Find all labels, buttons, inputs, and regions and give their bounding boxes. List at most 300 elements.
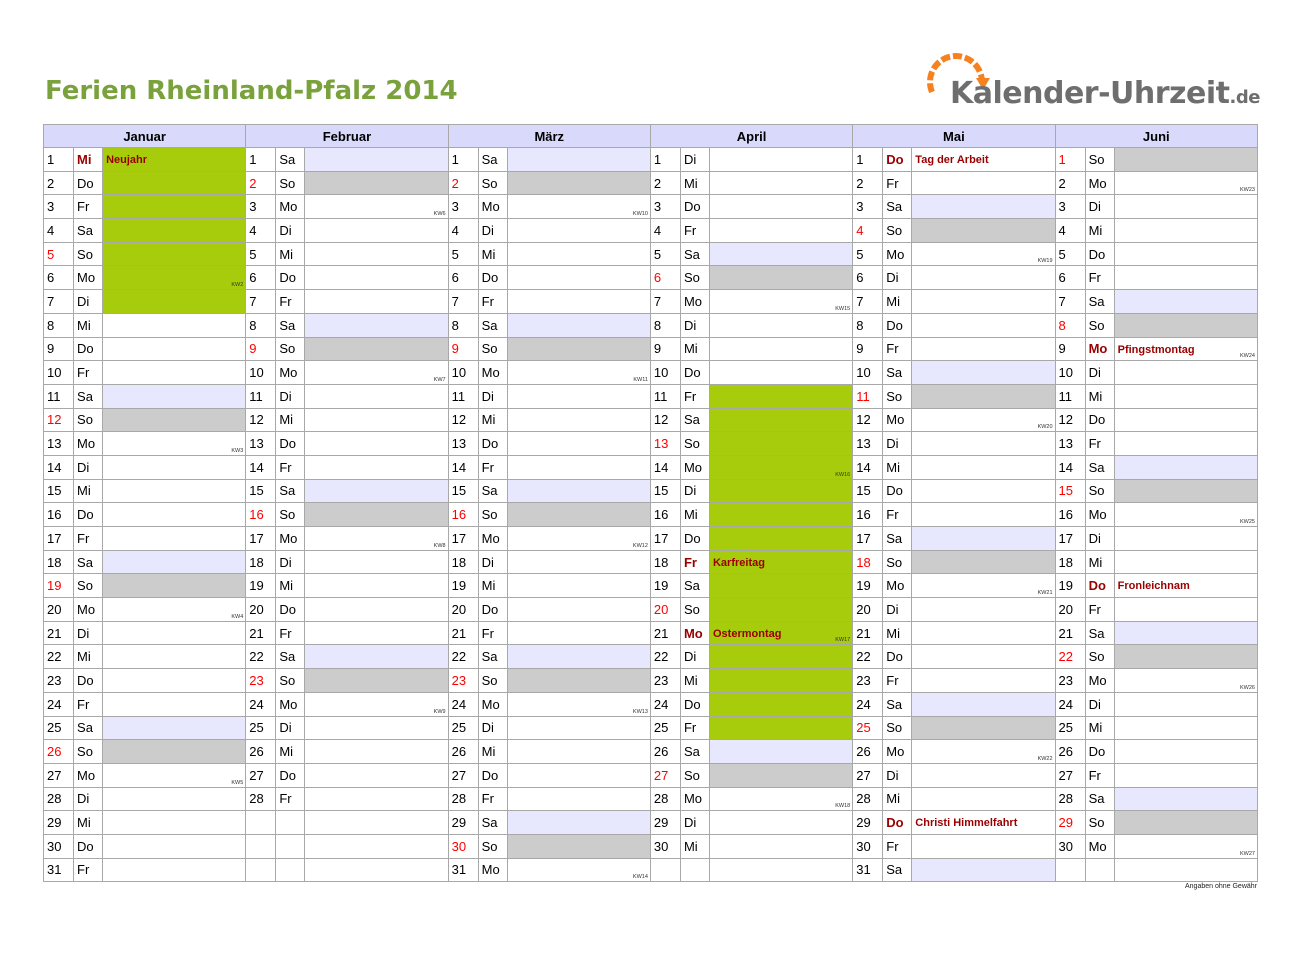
weekday: Fr (1085, 598, 1114, 622)
week-number-label: KW25 (1240, 519, 1255, 525)
day-number: 10 (853, 361, 883, 385)
holiday-label: Ostermontag (712, 627, 782, 640)
day-number: 27 (853, 763, 883, 787)
weekday: Di (680, 313, 709, 337)
weekday: Do (74, 669, 103, 693)
day-number: 22 (246, 645, 276, 669)
day-info (507, 148, 650, 172)
weekday: Sa (276, 479, 305, 503)
weekday: Mo (74, 598, 103, 622)
weekday: Fr (883, 834, 912, 858)
day-number: 6 (44, 266, 74, 290)
day-info (1114, 550, 1257, 574)
day-number: 27 (650, 763, 680, 787)
day-info (912, 574, 1055, 598)
weekday: Mo (276, 195, 305, 219)
weekday: Di (883, 432, 912, 456)
day-info (1114, 195, 1257, 219)
day-number: 22 (448, 645, 478, 669)
week-number-label: KW16 (835, 471, 851, 478)
day-info (103, 811, 246, 835)
day-info (912, 384, 1055, 408)
weekday: Fr (74, 361, 103, 385)
day-info (709, 574, 852, 598)
day-number: 12 (246, 408, 276, 432)
day-info (912, 313, 1055, 337)
weekday: Di (1085, 361, 1114, 385)
day-number: 17 (448, 527, 478, 551)
week-number-label: KW17 (835, 637, 851, 644)
day-info (507, 669, 650, 693)
day-number: 16 (1055, 503, 1085, 527)
day-number: 19 (44, 574, 74, 598)
weekday: Sa (276, 313, 305, 337)
weekday: Sa (680, 408, 709, 432)
day-info (1114, 692, 1257, 716)
weekday: Do (883, 645, 912, 669)
weekday: Do (883, 811, 912, 835)
disclaimer-note: Angaben ohne Gewähr (1185, 883, 1257, 890)
day-info (507, 337, 650, 361)
day-number: 5 (1055, 242, 1085, 266)
day-info (912, 479, 1055, 503)
weekday: Mi (478, 740, 507, 764)
day-info (709, 645, 852, 669)
day-info (305, 195, 448, 219)
calendar-row (44, 313, 1258, 337)
day-number: 30 (448, 834, 478, 858)
day-info (1114, 219, 1257, 243)
weekday: Fr (478, 455, 507, 479)
day-number: 11 (650, 384, 680, 408)
day-number: 14 (1055, 455, 1085, 479)
day-number: 6 (650, 266, 680, 290)
day-info (1114, 574, 1257, 598)
day-number: 26 (44, 740, 74, 764)
day-info (103, 266, 246, 290)
day-info (103, 527, 246, 551)
week-number-label: KW19 (1037, 258, 1053, 265)
week-number-label: KW2 (231, 282, 244, 289)
day-number: 17 (853, 527, 883, 551)
day-number: 23 (853, 669, 883, 693)
weekday: So (680, 763, 709, 787)
calendar-row (44, 290, 1258, 314)
day-info (103, 669, 246, 693)
month-header: Januar (44, 125, 246, 148)
day-info (305, 337, 448, 361)
weekday: Mi (680, 337, 709, 361)
day-info (912, 242, 1055, 266)
weekday: Mo (74, 432, 103, 456)
day-number: 22 (1055, 645, 1085, 669)
weekday: Do (1085, 574, 1114, 598)
day-number: 23 (1055, 669, 1085, 693)
day-info (912, 598, 1055, 622)
weekday: So (276, 503, 305, 527)
day-info (103, 242, 246, 266)
day-number: 12 (448, 408, 478, 432)
week-number-label: KW3 (231, 447, 244, 454)
weekday: Sa (883, 858, 912, 882)
day-info (305, 479, 448, 503)
weekday: So (1085, 313, 1114, 337)
weekday: Do (1085, 408, 1114, 432)
day-info (305, 787, 448, 811)
day-info (507, 479, 650, 503)
weekday: Fr (883, 337, 912, 361)
weekday: Fr (276, 455, 305, 479)
weekday: Sa (1085, 621, 1114, 645)
weekday: Di (276, 219, 305, 243)
weekday: Di (1085, 692, 1114, 716)
day-info (103, 195, 246, 219)
day-info (507, 527, 650, 551)
weekday: Do (680, 527, 709, 551)
day-info (912, 148, 1055, 172)
weekday: Mo (478, 195, 507, 219)
empty-cell (246, 834, 276, 858)
weekday: So (478, 503, 507, 527)
day-number: 25 (246, 716, 276, 740)
weekday: Sa (478, 313, 507, 337)
day-info (912, 361, 1055, 385)
day-info (912, 716, 1055, 740)
day-info (709, 266, 852, 290)
week-number-label: KW11 (633, 376, 648, 383)
calendar-row (44, 716, 1258, 740)
calendar-row (44, 645, 1258, 669)
day-info (305, 455, 448, 479)
weekday: Sa (478, 645, 507, 669)
weekday: So (883, 550, 912, 574)
weekday: So (1085, 645, 1114, 669)
day-number: 25 (448, 716, 478, 740)
weekday: Mo (883, 408, 912, 432)
site-logo[interactable] (920, 44, 1260, 114)
weekday: Do (478, 598, 507, 622)
weekday: Di (680, 811, 709, 835)
day-info (709, 527, 852, 551)
holiday-label: Karfreitag (712, 556, 765, 569)
weekday: Mi (1085, 716, 1114, 740)
weekday: Fr (680, 716, 709, 740)
weekday: Do (478, 763, 507, 787)
day-info (103, 787, 246, 811)
day-info (305, 384, 448, 408)
day-number: 11 (44, 384, 74, 408)
day-info (709, 834, 852, 858)
day-number: 31 (448, 858, 478, 882)
day-info (305, 740, 448, 764)
day-number: 10 (1055, 361, 1085, 385)
weekday: Di (276, 384, 305, 408)
weekday: Mo (883, 740, 912, 764)
week-number-label: KW26 (1240, 684, 1255, 691)
day-info (709, 455, 852, 479)
week-number-label: KW10 (632, 211, 648, 218)
weekday: Mi (276, 574, 305, 598)
weekday: Di (883, 763, 912, 787)
weekday: Fr (478, 621, 507, 645)
calendar-row (44, 763, 1258, 787)
day-info (103, 740, 246, 764)
weekday: Di (276, 550, 305, 574)
day-info (912, 669, 1055, 693)
day-number: 13 (44, 432, 74, 456)
calendar-row (44, 432, 1258, 456)
week-number-label: KW21 (1037, 590, 1053, 597)
week-number-label: KW9 (433, 708, 446, 715)
day-number: 19 (1055, 574, 1085, 598)
day-info (305, 242, 448, 266)
day-info (709, 432, 852, 456)
day-number: 5 (650, 242, 680, 266)
day-info (1114, 266, 1257, 290)
week-number-label: KW12 (632, 542, 648, 549)
day-number: 20 (448, 598, 478, 622)
weekday: Mo (680, 290, 709, 314)
day-info (709, 171, 852, 195)
day-number: 28 (246, 787, 276, 811)
weekday: Mi (478, 574, 507, 598)
day-info (912, 195, 1055, 219)
day-number: 7 (853, 290, 883, 314)
day-number: 5 (246, 242, 276, 266)
calendar-row (44, 858, 1258, 882)
day-number: 23 (44, 669, 74, 693)
day-info (305, 266, 448, 290)
weekday: Do (74, 171, 103, 195)
day-info (709, 503, 852, 527)
week-number-label: KW20 (1037, 424, 1053, 431)
day-info (912, 219, 1055, 243)
weekday: So (74, 574, 103, 598)
weekday: Sa (478, 148, 507, 172)
day-info (912, 266, 1055, 290)
day-info (103, 716, 246, 740)
day-number: 21 (448, 621, 478, 645)
day-number: 18 (1055, 550, 1085, 574)
day-number: 21 (650, 621, 680, 645)
day-info (507, 313, 650, 337)
weekday: Mo (1085, 669, 1114, 693)
day-number: 14 (650, 455, 680, 479)
day-number: 28 (650, 787, 680, 811)
day-number: 15 (448, 479, 478, 503)
day-number: 10 (650, 361, 680, 385)
empty-cell (1114, 858, 1257, 882)
day-info (912, 432, 1055, 456)
day-number: 3 (44, 195, 74, 219)
day-number: 31 (44, 858, 74, 882)
calendar-row (44, 171, 1258, 195)
calendar-row (44, 337, 1258, 361)
day-number: 18 (853, 550, 883, 574)
day-number: 6 (1055, 266, 1085, 290)
day-number: 1 (44, 148, 74, 172)
weekday: Do (1085, 242, 1114, 266)
weekday: Do (74, 503, 103, 527)
day-number: 6 (853, 266, 883, 290)
day-info (709, 740, 852, 764)
day-info (912, 740, 1055, 764)
weekday: Do (883, 313, 912, 337)
month-header: Mai (853, 125, 1055, 148)
day-info (103, 313, 246, 337)
month-header: Februar (246, 125, 448, 148)
day-number: 1 (853, 148, 883, 172)
calendar-row (44, 266, 1258, 290)
day-number: 22 (650, 645, 680, 669)
day-number: 17 (650, 527, 680, 551)
day-number: 16 (650, 503, 680, 527)
logo-wordmark (950, 76, 1260, 111)
weekday: Mo (478, 527, 507, 551)
day-number: 16 (448, 503, 478, 527)
weekday: Fr (883, 171, 912, 195)
day-number: 21 (853, 621, 883, 645)
day-info (1114, 645, 1257, 669)
day-info (1114, 242, 1257, 266)
day-info (709, 716, 852, 740)
day-info (103, 550, 246, 574)
weekday: Mo (1085, 503, 1114, 527)
weekday: Sa (1085, 455, 1114, 479)
weekday: Mi (1085, 384, 1114, 408)
day-info (709, 811, 852, 835)
day-number: 25 (44, 716, 74, 740)
day-number: 25 (1055, 716, 1085, 740)
day-number: 2 (246, 171, 276, 195)
day-info (912, 811, 1055, 835)
weekday: Mi (276, 740, 305, 764)
weekday: Fr (680, 219, 709, 243)
day-number: 13 (448, 432, 478, 456)
weekday: Sa (478, 479, 507, 503)
weekday: Mi (883, 455, 912, 479)
day-number: 12 (44, 408, 74, 432)
weekday: Mi (478, 408, 507, 432)
day-number: 24 (448, 692, 478, 716)
day-info (305, 621, 448, 645)
weekday: Do (680, 195, 709, 219)
weekday: Di (74, 290, 103, 314)
day-number: 30 (1055, 834, 1085, 858)
weekday: Mo (478, 361, 507, 385)
day-info (103, 598, 246, 622)
day-info (1114, 503, 1257, 527)
day-number: 25 (650, 716, 680, 740)
weekday: Sa (680, 574, 709, 598)
day-info (305, 503, 448, 527)
weekday: Sa (74, 219, 103, 243)
day-info (305, 219, 448, 243)
day-number: 3 (853, 195, 883, 219)
weekday: Fr (1085, 432, 1114, 456)
week-number-label: KW23 (1240, 187, 1255, 194)
day-info (305, 361, 448, 385)
weekday: Fr (680, 384, 709, 408)
logo-tld: .de (1229, 87, 1260, 108)
weekday: Fr (276, 290, 305, 314)
weekday: Mi (276, 242, 305, 266)
day-info (507, 290, 650, 314)
calendar-row (44, 408, 1258, 432)
day-info (912, 858, 1055, 882)
weekday: Fr (74, 527, 103, 551)
weekday: Sa (478, 811, 507, 835)
day-info (507, 384, 650, 408)
day-info (507, 432, 650, 456)
day-number: 20 (650, 598, 680, 622)
day-info (1114, 669, 1257, 693)
calendar-row (44, 692, 1258, 716)
empty-cell (650, 858, 680, 882)
day-info (305, 290, 448, 314)
weekday: Do (276, 763, 305, 787)
day-info (1114, 384, 1257, 408)
weekday: Do (276, 266, 305, 290)
calendar-row (44, 834, 1258, 858)
day-info (507, 763, 650, 787)
weekday: Mi (1085, 219, 1114, 243)
calendar-row (44, 242, 1258, 266)
day-info (709, 361, 852, 385)
day-info (507, 621, 650, 645)
day-info (507, 361, 650, 385)
calendar-row (44, 787, 1258, 811)
day-info (305, 313, 448, 337)
weekday: Sa (680, 242, 709, 266)
day-number: 9 (1055, 337, 1085, 361)
day-number: 24 (44, 692, 74, 716)
weekday: So (74, 242, 103, 266)
day-info (1114, 171, 1257, 195)
day-number: 4 (1055, 219, 1085, 243)
month-header: Juni (1055, 125, 1257, 148)
day-number: 26 (448, 740, 478, 764)
day-number: 4 (246, 219, 276, 243)
week-number-label: KW5 (231, 779, 244, 786)
day-info (912, 455, 1055, 479)
day-info (912, 834, 1055, 858)
logo-brand: Kalender-Uhrzeit (950, 76, 1230, 111)
day-info (305, 527, 448, 551)
day-number: 5 (44, 242, 74, 266)
day-info (912, 171, 1055, 195)
day-info (507, 811, 650, 835)
weekday: Di (680, 645, 709, 669)
week-number-label: KW8 (433, 542, 446, 549)
empty-cell (1085, 858, 1114, 882)
weekday: So (1085, 148, 1114, 172)
day-info (507, 550, 650, 574)
day-number: 8 (853, 313, 883, 337)
weekday: So (276, 171, 305, 195)
weekday: So (883, 384, 912, 408)
week-number-label: KW7 (433, 376, 446, 383)
weekday: Sa (74, 550, 103, 574)
day-info (709, 787, 852, 811)
weekday: So (680, 432, 709, 456)
day-info (709, 763, 852, 787)
day-info (1114, 763, 1257, 787)
weekday: Fr (276, 787, 305, 811)
day-number: 3 (246, 195, 276, 219)
weekday: Mo (276, 527, 305, 551)
weekday: Do (74, 337, 103, 361)
